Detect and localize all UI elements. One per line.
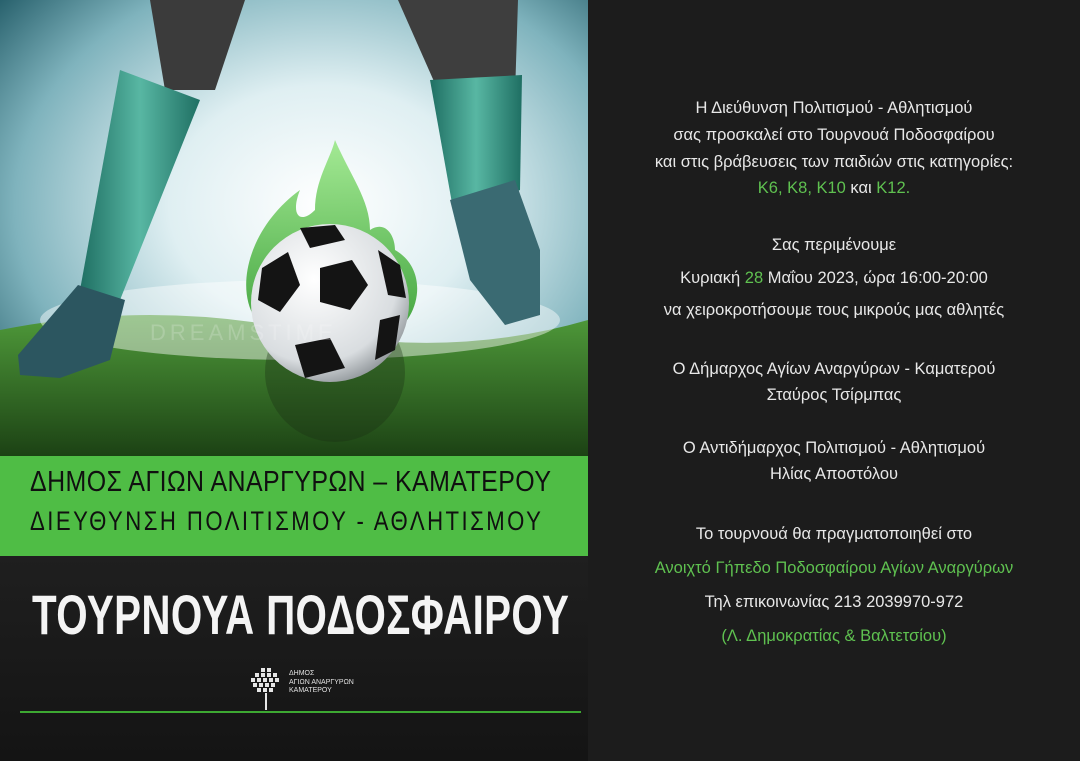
green-divider — [20, 711, 581, 713]
waiting-line: Σας περιμένουμε — [771, 236, 897, 254]
applaud-line: να χειροκροτήσουμε τους μικρούς μας αθλητές — [663, 301, 1005, 319]
venue-intro: Το τουρνουά θα πραγματοποιηθεί στο — [695, 525, 973, 543]
categories: Κ6, Κ8, Κ10 — [757, 179, 846, 197]
deputy-title: Ο Αντιδήμαρχος Πολιτισμού - Αθλητισμού — [682, 439, 986, 457]
logo-line: ΚΑΜΑΤΕΡΟΥ — [289, 687, 332, 694]
tree-logo-icon — [249, 666, 283, 712]
invite-line: σας προσκαλεί στο Τουρνουά Ποδοσφαίρου — [673, 126, 995, 144]
venue-address: (Λ. Δημοκρατίας & Βαλτετσίου) — [721, 627, 947, 645]
watermark: DREAMSTIME — [150, 320, 337, 345]
date-line — [588, 269, 1080, 288]
invite-line: Η Διεύθυνση Πολιτισμού - Αθλητισμού — [695, 99, 973, 117]
municipality-name: ΔΗΜΟΣ ΑΓΙΩΝ ΑΝΑΡΓΥΡΩΝ – ΚΑΜΑΤΕΡΟΥ — [30, 466, 552, 498]
deputy-name: Ηλίας Αποστόλου — [769, 465, 899, 483]
invitation-text — [588, 0, 1080, 761]
logo-line: ΔΗΜΟΣ — [289, 670, 315, 677]
invite-line: και στις βράβευσεις των παιδιών στις κατηγορίες: — [654, 153, 1014, 171]
logo-line: ΑΓΙΩΝ ΑΝΑΡΓΥΡΩΝ — [289, 678, 354, 686]
football-photo — [0, 0, 588, 456]
title-area — [0, 556, 588, 761]
conjunction: και — [845, 179, 877, 197]
contact-phone: Τηλ επικοινωνίας 213 2039970-972 — [704, 593, 964, 611]
categories-line — [588, 179, 1080, 198]
mayor-name: Σταύρος Τσίρμπας — [766, 386, 902, 404]
mayor-title: Ο Δήμαρχος Αγίων Αναργύρων - Καματερού — [672, 360, 996, 378]
date-day: 28 — [744, 269, 764, 287]
department-name: ΔΙΕΥΘΥΝΣΗ ΠΟΛΙΤΙΣΜΟΥ - ΑΘΛΗΤΙΣΜΟΥ — [30, 506, 544, 536]
logo-text — [289, 670, 354, 696]
poster-title: ΤΟΥΡΝΟΥΑ ΠΟΔΟΣΦΑΙΡΟΥ — [32, 583, 570, 646]
municipality-logo — [249, 666, 369, 712]
municipality-band — [0, 456, 588, 556]
date-suffix: Μαΐου 2023, ώρα 16:00-20:00 — [763, 269, 988, 287]
venue-place: Ανοιχτό Γήπεδο Ποδοσφαίρου Αγίων Αναργύρων — [654, 559, 1014, 577]
category-k12: Κ12. — [876, 179, 911, 197]
date-prefix: Κυριακή — [680, 269, 745, 287]
